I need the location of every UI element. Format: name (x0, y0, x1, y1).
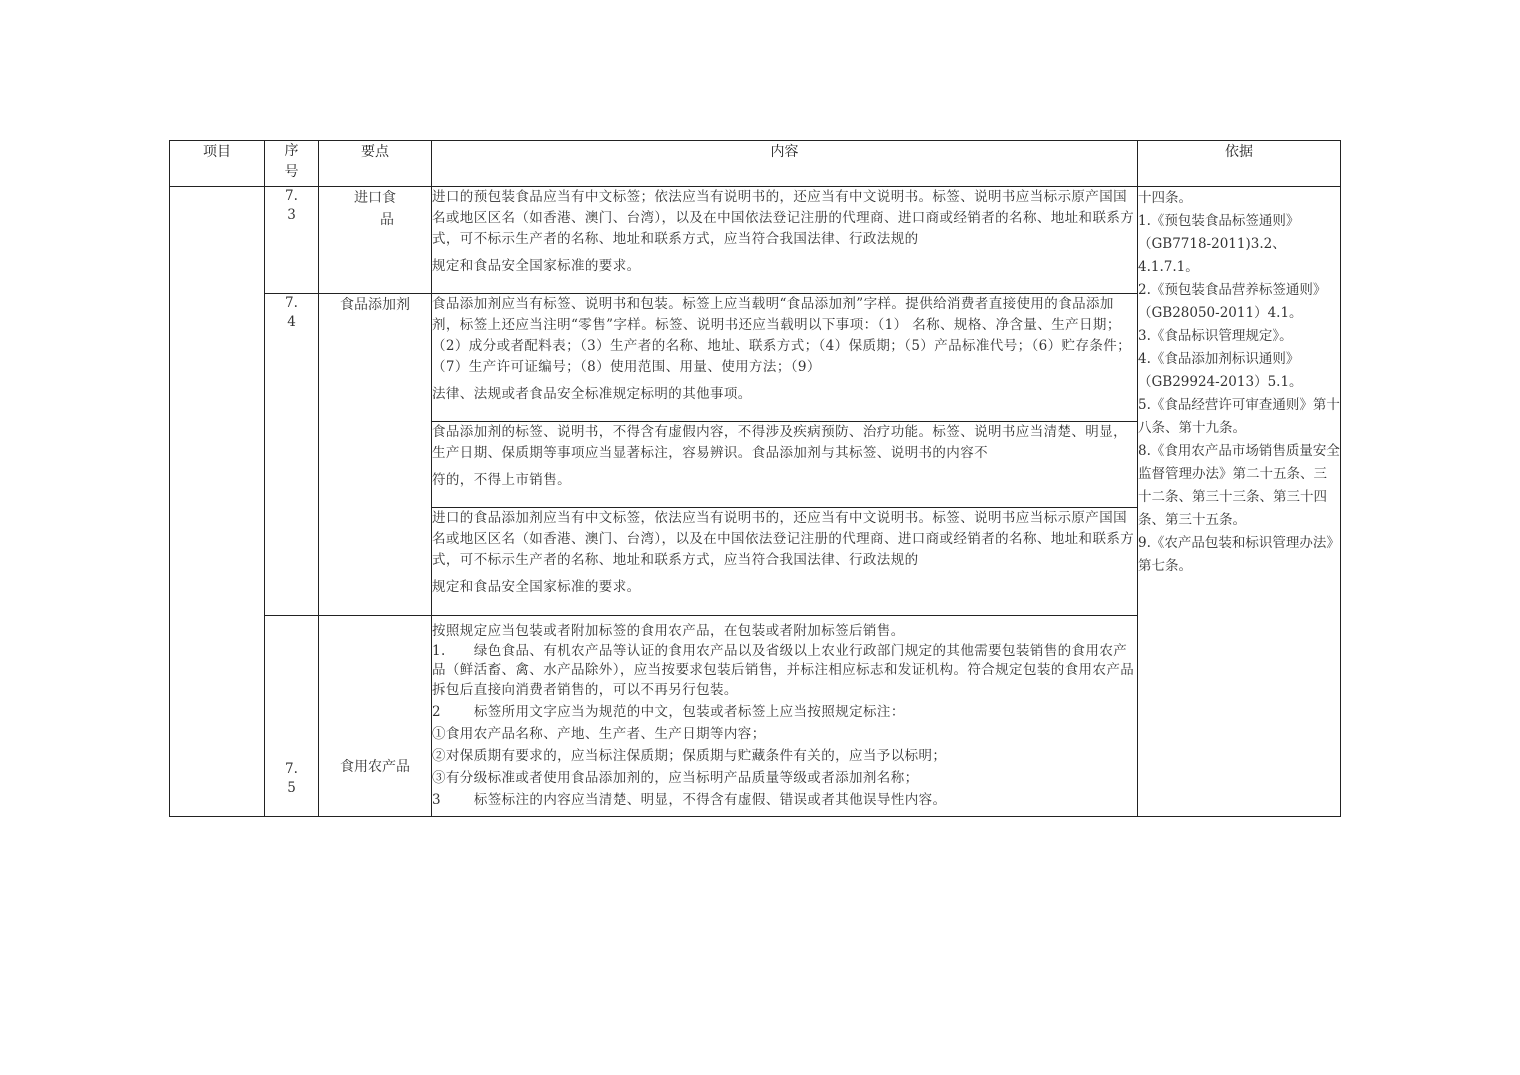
seq-text: 7.5 (285, 761, 298, 796)
content-line: ②对保质期有要求的，应当标注保质期；保质期与贮藏条件有关的，应当予以标明； (432, 748, 947, 764)
regulation-table-page (169, 140, 1340, 816)
basis-cell (1138, 187, 1341, 817)
content-cell (432, 422, 1138, 508)
basis-line: 十四条。 (1138, 190, 1192, 206)
regulation-table (169, 140, 1341, 817)
content-cell (432, 616, 1138, 817)
seq-cell (265, 294, 319, 616)
content-line: 规定和食品安全国家标准的要求。 (432, 579, 641, 595)
seq-cell (265, 616, 319, 817)
key-cell (319, 294, 432, 616)
basis-line: 2.《预包装食品营养标签通则》（GB28050-2011）4.1。 (1138, 282, 1327, 321)
seq-text: 7.3 (285, 188, 298, 223)
basis-line: （GB7718-2011)3.2、 (1138, 236, 1286, 252)
basis-line: 4.1.7.1。 (1138, 259, 1199, 275)
content-line: 规定和食品安全国家标准的要求。 (432, 258, 641, 274)
content-line: 进口的预包装食品应当有中文标签；依法应当有说明书的，还应当有中文说明书。标签、说明书应当标示原产国国名或地区区名（如香港、澳门、台湾），以及在中国依法登记注册的代理商、进口商或经销者的名称、地址和联系方式，可不标示生产者的名称、地址和联系方式，应当符合我国法律、行政法规的 (432, 189, 1135, 247)
header-item: 项目 (170, 141, 265, 187)
basis-line: （GB29924-2013）5.1。 (1138, 374, 1303, 390)
content-line: 1. 绿色食品、有机农产品等认证的食用农产品以及省级以上农业行政部门规定的其他需要包装销售的食用农产品（鲜活畜、禽、水产品除外），应当按要求包装后销售，并标注相应标志和发证机构。符合规定包装的食用农产品拆包后直接向消费者销售的，可以不再另行包装。 (432, 642, 1135, 698)
header-content: 内容 (432, 141, 1138, 187)
basis-line: 9.《农产品包装和标识管理办法》第七条。 (1138, 535, 1340, 574)
key-line: 食用农产品 (340, 759, 410, 775)
basis-line: 8.《食用农产品市场销售质量安全监督管理办法》第二十五条、三十二条、第三十三条、第三十四条、第三十五条。 (1138, 443, 1340, 528)
content-cell (432, 508, 1138, 616)
basis-line: 5.《食品经营许可审查通则》第十八条、第十九条。 (1138, 397, 1340, 436)
content-line: ③有分级标准或者使用食品添加剂的，应当标明产品质量等级或者添加剂名称； (432, 770, 919, 786)
header-seq-text: 序号 (284, 143, 299, 180)
basis-line: 4.《食品添加剂标识通则》 (1138, 351, 1300, 367)
item-cell (170, 187, 265, 817)
key-line: 品 (380, 212, 394, 228)
seq-cell (265, 187, 319, 294)
key-cell (319, 187, 432, 294)
basis-line: 3.《食品标识管理规定》。 (1138, 328, 1293, 344)
seq-text: 7.4 (285, 295, 298, 330)
content-line: 符的，不得上市销售。 (432, 472, 571, 488)
header-row (170, 141, 1341, 187)
content-line: 按照规定应当包装或者附加标签的食用农产品，在包装或者附加标签后销售。 (432, 623, 905, 639)
table-row (170, 187, 1341, 294)
header-key: 要点 (319, 141, 432, 187)
key-line: 进口食 (354, 190, 396, 206)
basis-line: 1.《预包装食品标签通则》 (1138, 213, 1300, 229)
header-seq (265, 141, 319, 187)
content-line: 进口的食品添加剂应当有中文标签，依法应当有说明书的，还应当有中文说明书。标签、说明书应当标示原产国国名或地区区名（如香港、澳门、台湾），以及在中国依法登记注册的代理商、进口商或经销者的名称、地址和联系方式，可不标示生产者的名称、地址和联系方式，应当符合我国法律、行政法规的 (432, 510, 1135, 568)
content-line: 3 标签标注的内容应当清楚、明显，不得含有虚假、错误或者其他误导性内容。 (432, 792, 947, 808)
content-line: 食品添加剂的标签、说明书，不得含有虚假内容，不得涉及疾病预防、治疗功能。标签、说明书应当清楚、明显，生产日期、保质期等事项应当显著标注，容易辨识。食品添加剂与其标签、说明书的内容不 (432, 424, 1127, 461)
header-basis: 依据 (1138, 141, 1341, 187)
content-cell (432, 294, 1138, 422)
content-line: 2 标签所用文字应当为规范的中文，包装或者标签上应当按照规定标注： (432, 704, 905, 720)
content-cell (432, 187, 1138, 294)
content-line: 法律、法规或者食品安全标准规定标明的其他事项。 (432, 386, 752, 402)
content-line: ①食用农产品名称、产地、生产者、生产日期等内容； (432, 726, 766, 742)
key-line: 食品添加剂 (340, 297, 410, 313)
key-cell (319, 616, 432, 817)
content-line: 食品添加剂应当有标签、说明书和包装。标签上应当载明“食品添加剂”字样。提供给消费者直接使用的食品添加剂，标签上还应当注明“零售”字样。标签、说明书还应当载明以下事项：（1） 名称、规格、净含量、生产日期；（2）成分或者配料表；（3）生产者的名称、地址、联系方式；（4）保质期；（5）产品标准代号；（6）贮存条件；（7）生产许可证编号；（8）使用范围、用量、使用方法；（9） (432, 296, 1132, 375)
